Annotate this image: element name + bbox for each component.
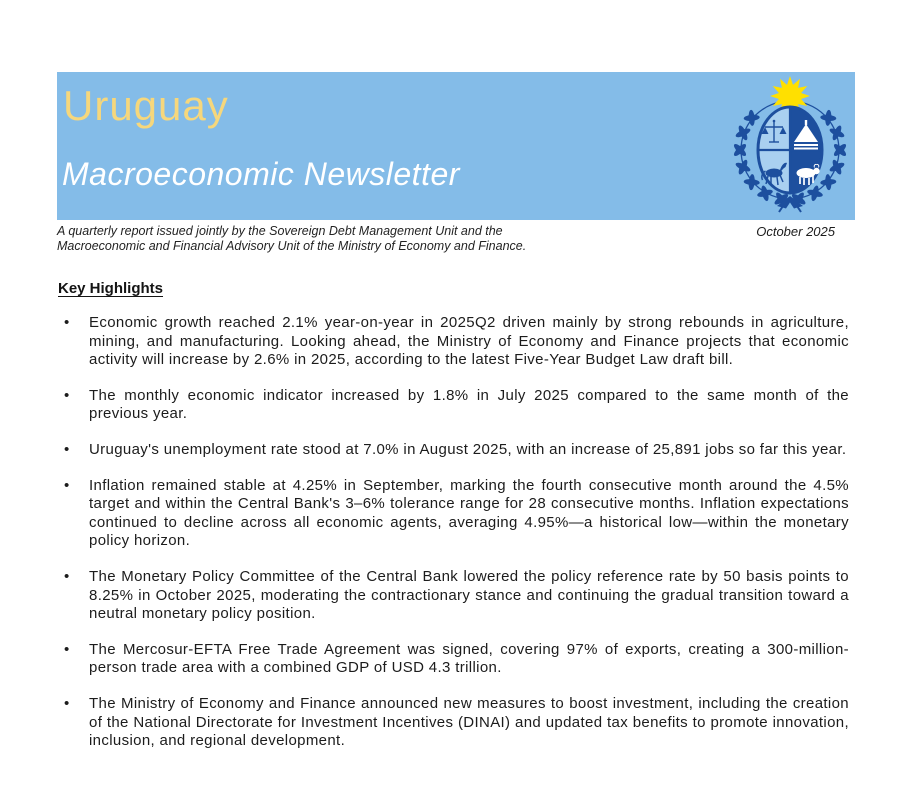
highlight-item: [58, 477, 849, 551]
issue-date: October 2025: [756, 224, 835, 239]
bullet-icon: •: [64, 386, 70, 404]
bullet-icon: •: [64, 476, 70, 494]
highlight-text: The Monetary Policy Committee of the Central Bank lowered the policy reference rate by 50 basis points to 8.25% in October 2025, moderating the contractionary stance and continuing the gradual transition toward a neutral monetary policy position.: [89, 567, 849, 623]
highlight-item: [58, 441, 849, 460]
highlight-item: [58, 314, 849, 370]
highlights-list: [58, 314, 849, 751]
country-title: Uruguay: [63, 82, 229, 129]
highlights-section: [58, 314, 849, 768]
highlight-item: [58, 387, 849, 424]
highlight-text: Uruguay's unemployment rate stood at 7.0% in August 2025, with an increase of 25,891 jobs so far this year.: [89, 440, 847, 458]
highlight-item: [58, 568, 849, 624]
report-description: A quarterly report issued jointly by the Sovereign Debt Management Unit and the Macroeconomic and Financial Advisory Unit of the Ministry of Economy and Finance.: [57, 224, 527, 253]
report-meta: [57, 224, 855, 254]
highlight-text: The monthly economic indicator increased by 1.8% in July 2025 compared to the same month of the previous year.: [89, 386, 849, 423]
highlight-item: [58, 695, 849, 751]
bullet-icon: •: [64, 567, 70, 585]
newsletter-title: Macroeconomic Newsletter: [62, 156, 460, 192]
highlight-text: The Mercosur-EFTA Free Trade Agreement was signed, covering 97% of exports, creating a 300-million-person trade area with a combined GDP of USD 4.3 trillion.: [89, 640, 849, 677]
highlight-text: Inflation remained stable at 4.25% in September, marking the fourth consecutive month around the 4.5% target and within the Central Bank's 3–6% tolerance range for 28 consecutive months. Inflation expectations continued to decline across all economic agents, averaging 4.95%—a historical low—within the monetary policy horizon.: [89, 476, 849, 550]
bullet-icon: •: [64, 640, 70, 658]
bullet-icon: •: [64, 440, 70, 458]
bullet-icon: •: [64, 694, 70, 712]
highlight-text: Economic growth reached 2.1% year-on-year in 2025Q2 driven mainly by strong rebounds in agriculture, mining, and manufacturing. Looking ahead, the Ministry of Economy and Finance projects that economic activity will increase by 2.6% in 2025, according to the latest Five-Year Budget Law draft bill.: [89, 314, 849, 369]
key-highlights-heading: Key Highlights: [58, 280, 164, 297]
highlight-item: [58, 641, 849, 678]
header-banner: [57, 72, 855, 220]
bullet-icon: •: [64, 314, 70, 331]
uruguay-coat-of-arms-icon: [727, 76, 854, 214]
highlight-text: The Ministry of Economy and Finance announced new measures to boost investment, including the creation of the National Directorate for Investment Incentives (DINAI) and updated tax benefits to promote innovation, inclusion, and regional development.: [89, 694, 849, 750]
